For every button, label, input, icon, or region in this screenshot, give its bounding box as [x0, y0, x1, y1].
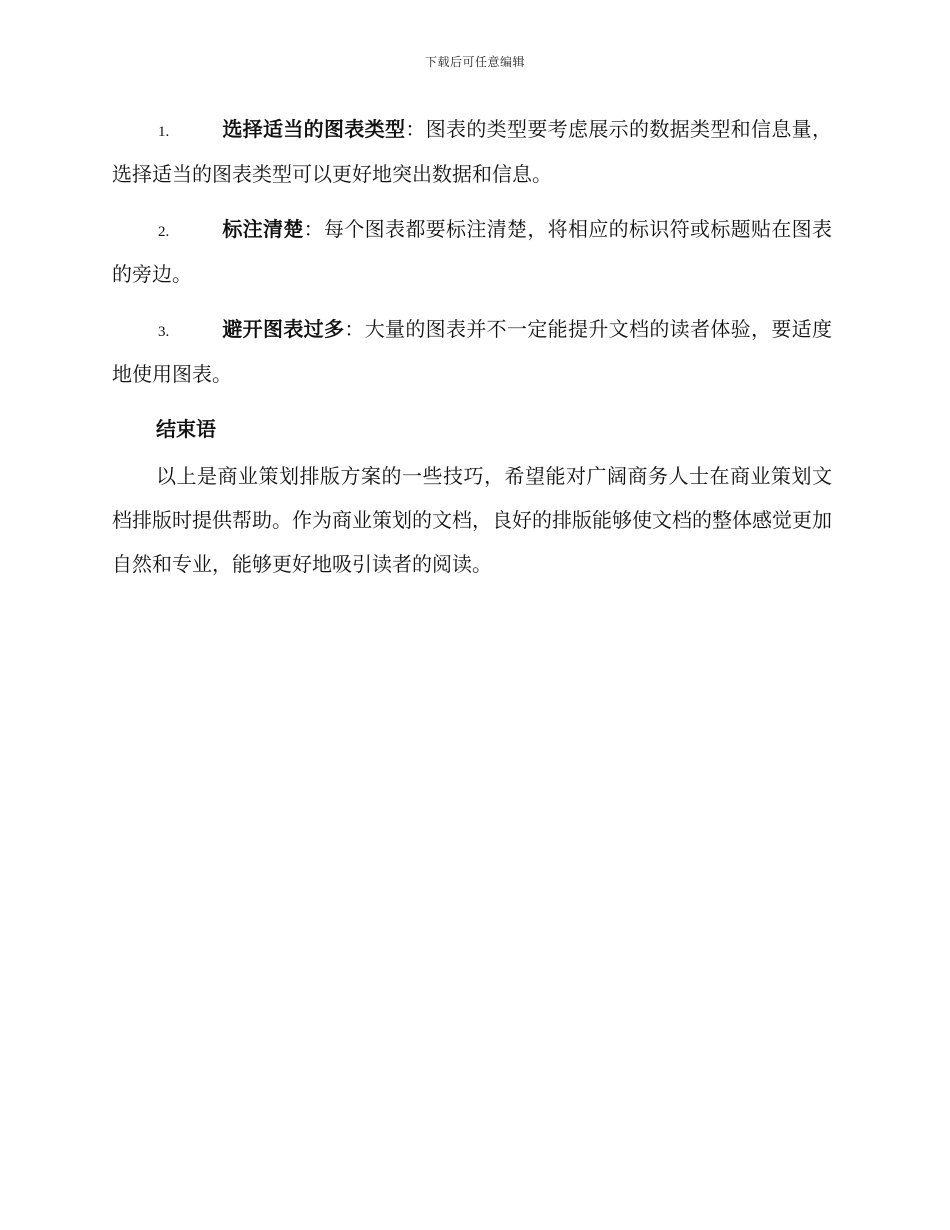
list-item-number: 2.: [158, 224, 170, 240]
list-item-term: 选择适当的图表类型: [222, 117, 406, 141]
list-item-text: 图表的类型要考虑展示的数据类型和信息量，选择适当的图表类型可以更好地突出数据和信息。: [112, 117, 833, 186]
document-body: [112, 108, 832, 586]
list-item-separator: ：: [303, 217, 325, 241]
list-item-text: 每个图表都要标注清楚，将相应的标识符或标题贴在图表的旁边。: [112, 217, 833, 286]
list-item-number: 1.: [158, 124, 170, 140]
list-item-3: [112, 308, 832, 395]
list-item-separator: ：: [344, 317, 365, 341]
list-item-2: [112, 208, 832, 295]
list-item-term: 避开图表过多: [222, 317, 345, 341]
list-item-text: 大量的图表并不一定能提升文档的读者体验，要适度地使用图表。: [112, 317, 833, 386]
list-item-separator: ：: [405, 117, 426, 141]
list-item-term: 标注清楚: [222, 217, 304, 241]
conclusion-paragraph: 以上是商业策划排版方案的一些技巧，希望能对广阔商务人士在商业策划文档排版时提供帮助。作为商业策划的文档，良好的排版能够使文档的整体感觉更加自然和专业，能够更好地吸引读者的阅读。: [112, 464, 832, 576]
list-item-1: [112, 108, 832, 195]
list-item-number: 3.: [158, 324, 170, 340]
page-header: 下载后可任意编辑: [424, 55, 525, 69]
conclusion-heading: 结束语: [156, 417, 216, 441]
